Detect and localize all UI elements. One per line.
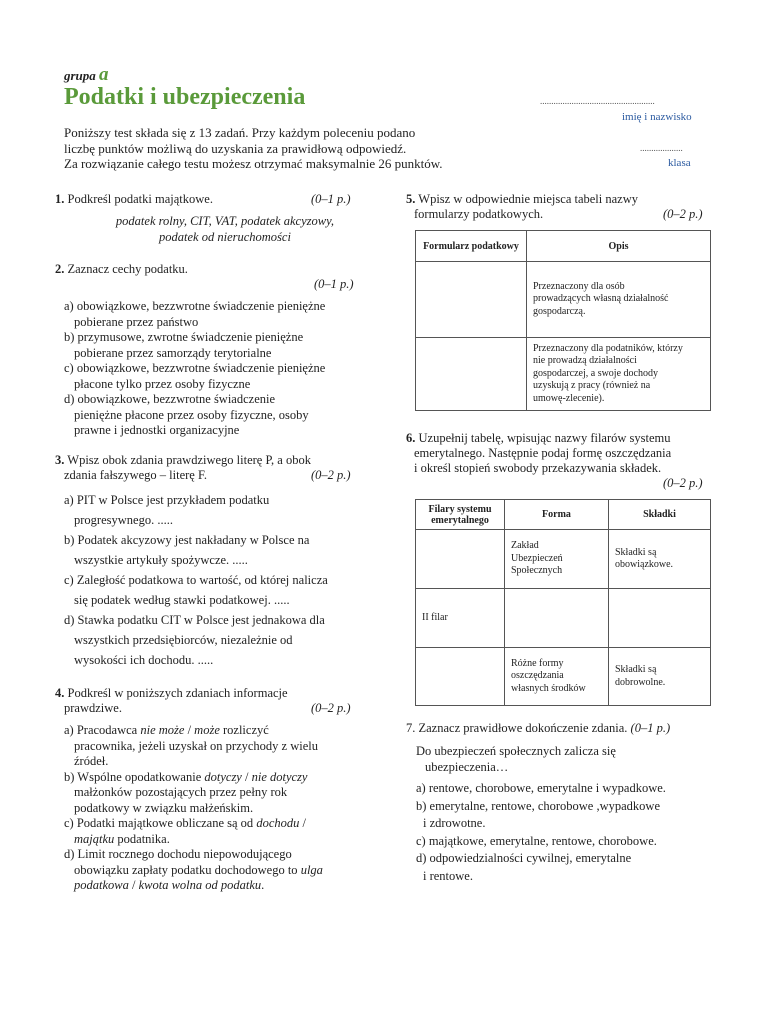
q5-col-form: Formularz podatkowy [416, 231, 527, 262]
q4-question-line2: prawdziwe. [64, 701, 122, 715]
q6-r2-fees[interactable] [609, 589, 711, 648]
q6-r1-pillar[interactable] [416, 530, 505, 589]
intro: Poniższy test składa się z 13 zadań. Przy każdym poleceniu podano liczbę punktów możliwą do uzyskania za prawidłową odpowiedź. Za rozwiązanie całego testu możesz otrzymać maksymalnie 26 punktów. [64, 125, 443, 171]
q1-points: (0–1 p.) [311, 192, 351, 206]
q7-option-d[interactable]: d) odpowiedzialności cywilnej, emerytalne [416, 851, 632, 865]
q7-question: 7. Zaznacz prawidłowe dokończenie zdania. (0–1 p.) [406, 721, 671, 735]
group-letter: a [99, 64, 109, 85]
q6-col-form: Forma [505, 500, 609, 530]
q6-r2-form[interactable] [505, 589, 609, 648]
class-label: klasa [668, 157, 691, 169]
q6-r2-pillar: II filar [416, 589, 505, 648]
q7-stem: Do ubezpieczeń społecznych zalicza się ubezpieczenia… [416, 744, 616, 774]
q6-question: 6. Uzupełnij tabelę, wpisując nazwy filarów systemu [406, 431, 671, 445]
q3-answer-b[interactable]: wszystkie artykuły spożywcze. ..... [74, 553, 248, 567]
q6-question-line2: emerytalnego. Następnie podaj formę oszczędzania [414, 446, 672, 460]
q2-question: 2. Zaznacz cechy podatku. [55, 262, 188, 276]
name-field[interactable]: ................................................... [540, 96, 655, 106]
q3-points: (0–2 p.) [311, 468, 351, 482]
q7-option-c[interactable]: c) majątkowe, emerytalne, rentowe, chorobowe. [416, 833, 657, 848]
q6-col-pillars: Filary systemu emerytalnego [416, 500, 505, 530]
q5-question: 5. Wpisz w odpowiednie miejsca tabeli nazwy [406, 192, 639, 206]
q5-desc-1: Przeznaczony dla osób prowadzących własną działalność gospodarczą. [527, 262, 711, 338]
q7-option-b[interactable]: b) emerytalne, rentowe, chorobowe ,wypadkowe [416, 798, 661, 813]
q2-option-d[interactable]: d) obowiązkowe, bezzwrotne świadczenie [64, 392, 276, 406]
q5-desc-2: Przeznaczony dla podatników, którzy nie prowadzą działalności gospodarczej, a swoje dochody uzyskują z pracy (również na umowę-zlecenie). [527, 338, 711, 411]
q6-question-line3: i określ stopień swobody przekazywania składek. [414, 461, 662, 475]
q1-body[interactable]: podatek rolny, CIT, VAT, podatek akcyzowy, podatek od nieruchomości [115, 214, 335, 244]
class-field[interactable]: ................... [640, 143, 683, 153]
q5-answer-2[interactable] [416, 338, 527, 411]
q2-option-b[interactable]: b) przymusowe, zwrotne świadczenie pieniężne [64, 330, 304, 344]
q4-option-b[interactable]: b) Wspólne opodatkowanie dotyczy / nie dotyczy [64, 769, 308, 784]
q3-question: 3. Wpisz obok zdania prawdziwego literę P, a obok [55, 453, 311, 467]
q4-option-d[interactable]: d) Limit rocznego dochodu niepowodującego [64, 847, 292, 861]
q4-options: a) Pracodawca nie może / może rozliczyć pracownika, jeżeli uzyskał on przychody z wielu źródeł. b) Wspólne opodatkowanie dotyczy / nie dotyczy małżonków pozostających przez pełny rok podatkowy w związku małżeńskim. c) Podatki majątkowe obliczane są od dochodu / majątku podatnika. d) Limit rocznego dochodu niepowodującego obowiązku zapłaty podatku dochodowego to ulga podatkowa / kwota wolna od podatku. [64, 723, 323, 892]
q1-question: 1. Podkreśl podatki majątkowe. [55, 192, 213, 206]
q6-r1-form: Zakład Ubezpieczeń Społecznych [505, 530, 609, 589]
q6-r1-fees: Składki są obowiązkowe. [609, 530, 711, 589]
q5-answer-1[interactable] [416, 262, 527, 338]
q6-r3-form: Różne formy oszczędzania własnych środków [505, 648, 609, 706]
q2-options: a) obowiązkowe, bezzwrotne świadczenie pieniężne pobierane przez państwo b) przymusowe, zwrotne świadczenie pieniężne pobierane przez samorządy terytorialne c) obowiązkowe, bezzwrotne świadczenie pieniężne płacone tylko przez osoby fizyczne d) obowiązkowe, bezzwrotne świadczenie pieniężne płacone przez osoby fizyczne, osoby prawne i jednostki organizacyjne [64, 299, 326, 437]
q4-question: 4. Podkreśl w poniższych zdaniach informacje [55, 686, 288, 700]
q3-answer-c[interactable]: się podatek według stawki podatkowej. ..... [74, 593, 290, 607]
q4-option-a[interactable]: a) Pracodawca nie może / może rozliczyć [64, 723, 269, 737]
q3-answer-d[interactable]: wysokości ich dochodu. ..... [74, 653, 214, 667]
q6-table [415, 499, 711, 706]
q4-option-c[interactable]: c) Podatki majątkowe obliczane są od dochodu / [64, 816, 306, 830]
name-label: imię i nazwisko [622, 111, 692, 123]
q2-points: (0–1 p.) [314, 277, 354, 291]
q2-option-a[interactable]: a) obowiązkowe, bezzwrotne świadczenie pieniężne [64, 299, 326, 313]
q4-points: (0–2 p.) [311, 701, 351, 715]
q6-r3-fees: Składki są dobrowolne. [609, 648, 711, 706]
q7-points: (0–1 p.) [630, 721, 671, 735]
q5-points: (0–2 p.) [663, 207, 703, 221]
q3-options: a) PIT w Polsce jest przykładem podatku progresywnego. ..... b) Podatek akcyzowy jest nakładany w Polsce na wszystkie artykuły spożywcze. ..... c) Zaległość podatkowa to wartość, od której nalicza się podatek według stawki podatkowej. ..... d) Stawka podatku CIT w Polsce jest jednakowa dla wszystkich przedsiębiorców, niezależnie od wysokości ich dochodu. ..... [64, 490, 328, 670]
q3-question-line2: zdania fałszywego – literę F. [64, 468, 208, 482]
q5-table [415, 230, 711, 411]
q6-r3-pillar[interactable] [416, 648, 505, 706]
q7-option-a[interactable]: a) rentowe, chorobowe, emerytalne i wypadkowe. [416, 781, 666, 795]
q6-points: (0–2 p.) [663, 476, 703, 490]
q3-answer-a[interactable]: progresywnego. ..... [74, 513, 173, 527]
group-label: grupa a [64, 64, 109, 85]
q2-option-c[interactable]: c) obowiązkowe, bezzwrotne świadczenie pieniężne [64, 361, 326, 375]
q5-col-desc: Opis [527, 231, 711, 262]
q6-col-fees: Składki [609, 500, 711, 530]
q7-options: a) rentowe, chorobowe, emerytalne i wypadkowe. b) emerytalne, rentowe, chorobowe ,wypadkowe i zdrowotne. c) majątkowe, emerytalne, rentowe, chorobowe. d) odpowiedzialności cywilnej, emerytalne i rentowe. [416, 781, 666, 883]
q5-question-line2: formularzy podatkowych. [414, 207, 544, 221]
page-title: Podatki i ubezpieczenia [64, 84, 306, 110]
